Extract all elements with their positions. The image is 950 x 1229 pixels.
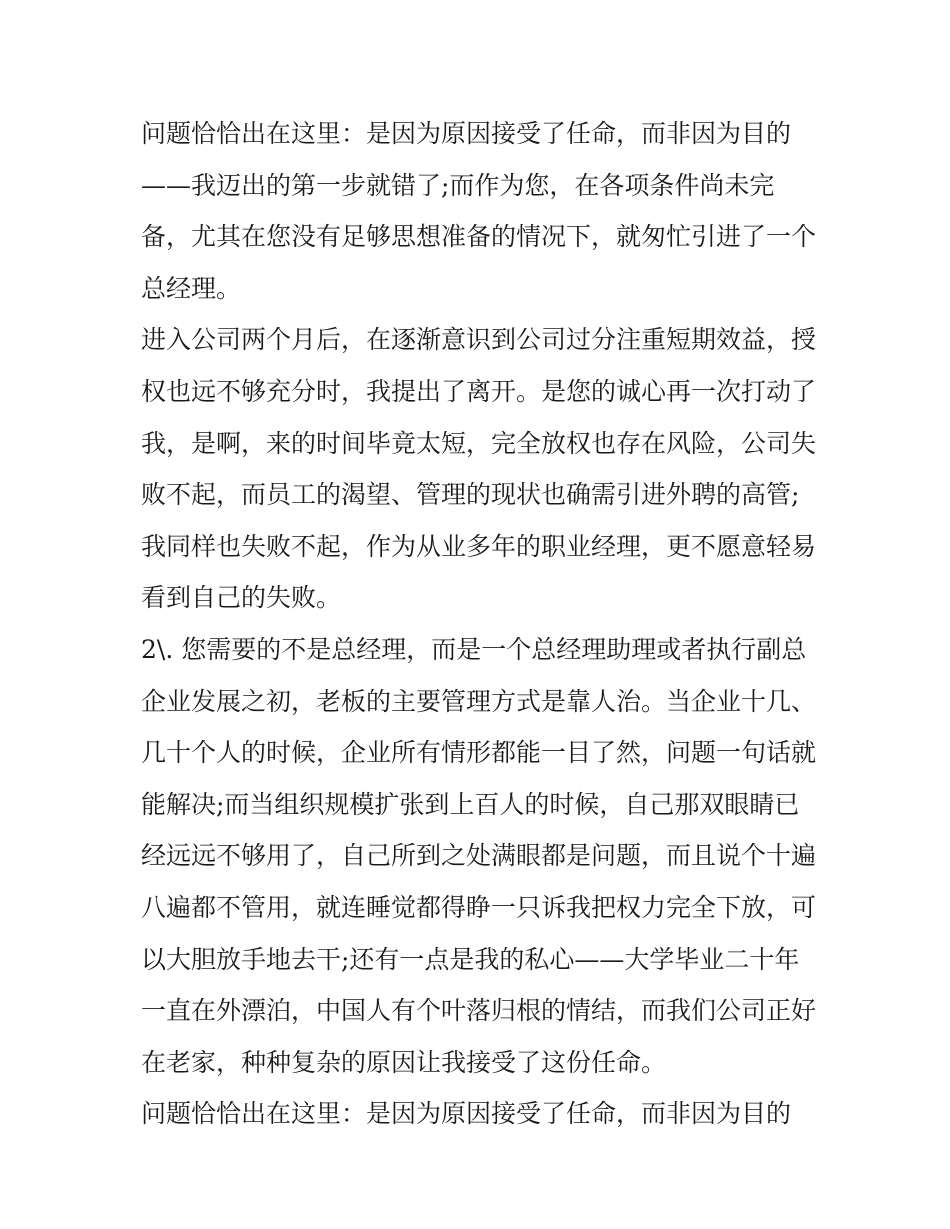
text-line: 备，尤其在您没有足够思想准备的情况下，就匆忙引进了一个	[141, 222, 817, 252]
text-line: 经远远不够用了，自己所到之处满眼都是问题，而且说个十遍	[141, 841, 817, 871]
text-line: 问题恰恰出在这里：是因为原因接受了任命，而非因为目的	[141, 119, 792, 148]
body-text	[141, 108, 821, 1140]
text-line: 看到自己的失败。	[141, 583, 342, 613]
text-line: 能解决;而当组织规模扩张到上百人的时候，自己那双眼睛已	[141, 789, 800, 819]
text-line: 一直在外漂泊，中国人有个叶落归根的情结，而我们公司正好	[141, 996, 817, 1026]
text-line: 在老家，种种复杂的原因让我接受了这份任命。	[141, 1047, 667, 1077]
text-line: ——我迈出的第一步就错了;而作为您，在各项条件尚未完	[141, 170, 775, 200]
text-line: 总经理。	[141, 273, 242, 303]
text-line: 我，是啊，来的时间毕竟太短，完全放权也存在风险，公司失	[141, 428, 817, 458]
text-line: 我同样也失败不起，作为从业多年的职业经理，更不愿意轻易	[141, 531, 817, 561]
text-line: 几十个人的时候，企业所有情形都能一目了然，问题一句话就	[141, 738, 817, 768]
text-line: 进入公司两个月后，在逐渐意识到公司过分注重短期效益，授	[141, 325, 817, 355]
text-line: 以大胆放手地去干;还有一点是我的私心——大学毕业二十年	[141, 944, 800, 974]
section-heading: 2\. 您需要的不是总经理，而是一个总经理助理或者执行副总	[141, 634, 807, 664]
text-line: 问题恰恰出在这里：是因为原因接受了任命，而非因为目的	[141, 1099, 792, 1129]
text-line: 八遍都不管用，就连睡觉都得睁一只诉我把权力完全下放，可	[141, 892, 817, 922]
text-line: 权也远不够充分时，我提出了离开。是您的诚心再一次打动了	[141, 376, 817, 406]
text-line: 企业发展之初，老板的主要管理方式是靠人治。当企业十几、	[141, 686, 817, 716]
text-line: 败不起，而员工的渴望、管理的现状也确需引进外聘的高管;	[141, 480, 800, 510]
